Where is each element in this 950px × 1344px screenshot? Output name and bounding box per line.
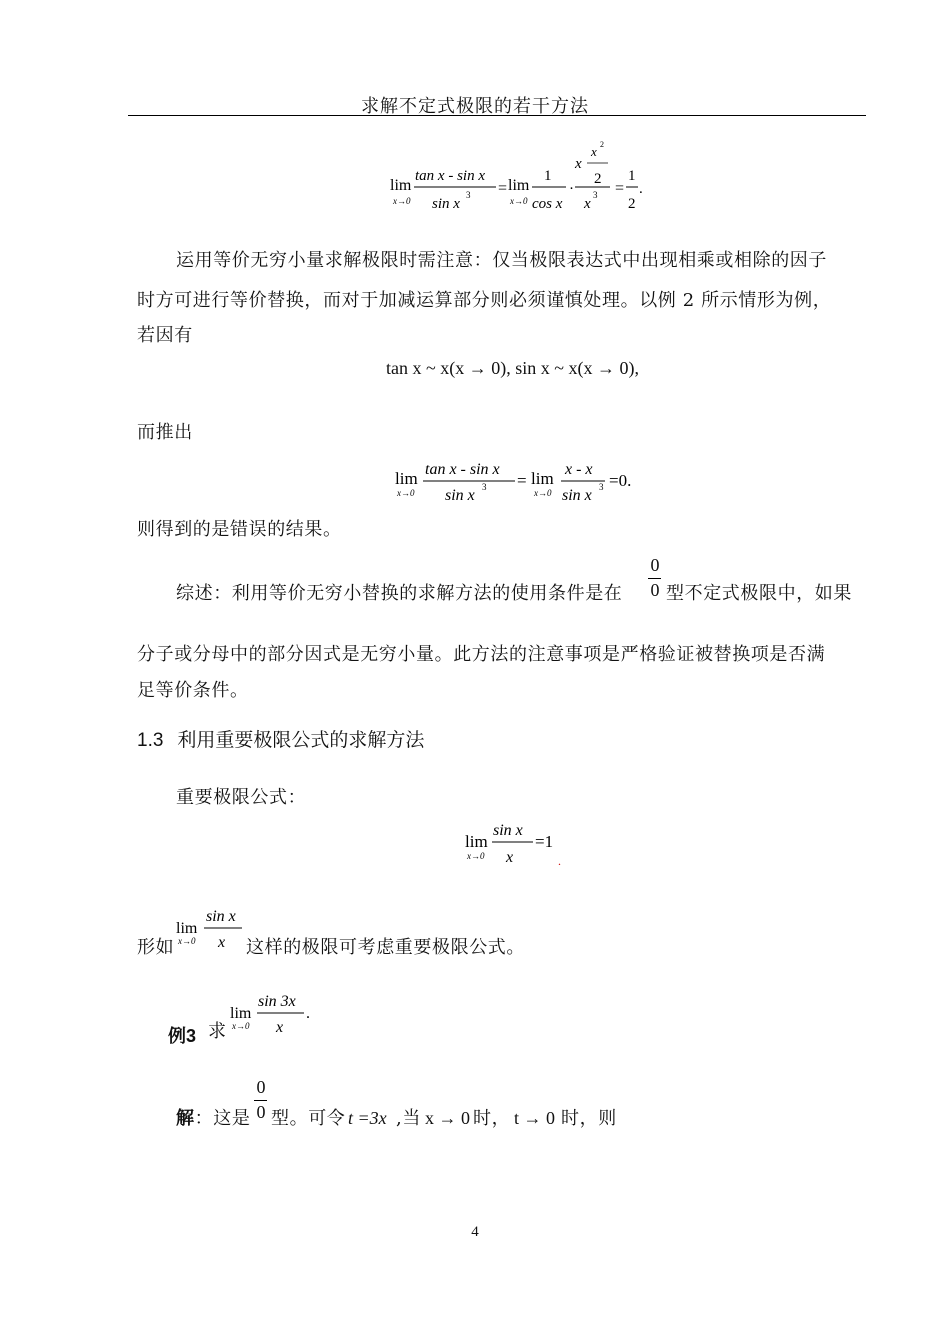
den-exponent: 3 (482, 482, 487, 492)
solution-mid1: 型。可令 (271, 1108, 346, 1129)
red-dot: . (558, 854, 561, 868)
solution-before: 这是 (213, 1108, 251, 1129)
numerator: sin 3x (258, 993, 296, 1010)
page-number: 4 (471, 1224, 479, 1240)
paragraph-6-end: 这样的极限可考虑重要极限公式。 (246, 937, 525, 958)
solution-mid3: 时， (473, 1108, 511, 1129)
solution-cond-2: t → 0 (514, 1108, 556, 1128)
x-sq: x (591, 144, 597, 159)
solution-cond-1: x → 0 (425, 1108, 470, 1128)
lim-subscript: x→0 (393, 196, 411, 206)
equals: = (517, 471, 527, 490)
paragraph-1-line-2: 时方可进行等价替换，而对于加减运算部分则必须谨慎处理。以例 2 所示情形为例， (137, 290, 832, 311)
solution-label: 解 (176, 1108, 195, 1129)
denominator: sin x (432, 196, 460, 212)
formula-wrong-substitution (385, 450, 655, 510)
period: . (306, 1005, 310, 1022)
equals-2: = (615, 180, 625, 197)
denominator: x (276, 1019, 284, 1036)
paragraph-4-line-1-end: 型不定式极限中，如果 (666, 583, 852, 604)
result: =1 (535, 832, 554, 851)
cube-exp: 3 (593, 190, 598, 200)
denominator: x (506, 849, 514, 866)
example-limit (226, 985, 326, 1039)
numerator: sin x (493, 822, 523, 839)
section-title: 利用重要极限公式的求解方法 (177, 730, 425, 751)
denominator: sin x (445, 487, 475, 504)
lim-text: lim (390, 177, 412, 194)
paragraph-5: 重要极限公式： (176, 787, 307, 808)
x-factor: x (575, 156, 582, 172)
running-header: 求解不定式极限的若干方法 (361, 96, 589, 117)
section-number: 1.3 (137, 730, 164, 751)
header-rule (128, 115, 866, 116)
lim-subscript: x→0 (467, 851, 485, 861)
zero-over-zero-denominator: 0 (650, 580, 660, 600)
paragraph-6-start: 形如 (137, 937, 175, 958)
inline-limit-sinx (170, 900, 250, 954)
lim-text-2: lim (531, 469, 554, 488)
numerator: sin x (206, 908, 236, 925)
dot: · (569, 181, 574, 197)
solution-frac-denominator: 0 (256, 1102, 266, 1122)
numerator-2: x - x (565, 461, 593, 478)
lim-text-2: lim (508, 177, 530, 194)
lim-subscript-2: x→0 (534, 488, 552, 498)
den-exponent: 3 (466, 190, 471, 200)
lim-text: lim (395, 469, 418, 488)
example-label: 例3 (168, 1026, 197, 1046)
paragraph-2: 而推出 (137, 422, 193, 443)
result: =0. (609, 471, 632, 490)
formula-equivalences: tan x ~ x(x → 0), sin x ~ x(x → 0), (386, 358, 639, 378)
paragraph-1-line-1: 运用等价无穷小量求解极限时需注意：仅当极限表达式中出现相乘或相除的因子 (176, 250, 827, 271)
paragraph-3: 则得到的是错误的结果。 (137, 519, 342, 540)
zero-over-zero-bar (648, 578, 661, 579)
half-den: 2 (628, 196, 636, 212)
formula-important-limit (455, 815, 575, 875)
denominator: x (218, 934, 226, 951)
solution-mid2: ,当 (396, 1108, 421, 1129)
lim-subscript: x→0 (397, 488, 415, 498)
paragraph-4-line-3: 足等价条件。 (137, 680, 249, 701)
formula-tan-minus-sin (380, 138, 660, 218)
section-heading (137, 725, 424, 752)
lim-text: lim (176, 920, 198, 937)
den-exponent-2: 3 (599, 482, 604, 492)
lim-subscript: x→0 (232, 1021, 250, 1031)
example-ask: 求 (208, 1021, 227, 1042)
cos-x: cos x (532, 196, 563, 212)
solution-frac-bar (254, 1100, 267, 1101)
equals: = (498, 180, 508, 197)
solution-end: 时，则 (561, 1108, 617, 1129)
one: 1 (544, 168, 552, 184)
zero-over-zero-numerator: 0 (650, 555, 660, 575)
lim-subscript-2: x→0 (510, 196, 528, 206)
sq-exp: 2 (600, 140, 604, 149)
lim-text: lim (230, 1005, 252, 1022)
solution-substitution: t =3x (348, 1108, 387, 1128)
solution-line (176, 1101, 250, 1136)
inner-two: 2 (594, 171, 602, 187)
paragraph-4-line-1-start: 综述：利用等价无穷小替换的求解方法的使用条件是在 (176, 583, 623, 604)
lim-subscript: x→0 (178, 936, 196, 946)
numerator: tan x - sin x (425, 461, 500, 478)
paragraph-4-line-2: 分子或分母中的部分因式是无穷小量。此方法的注意事项是严格验证被替换项是否满 (137, 644, 826, 665)
solution-colon: ： (194, 1108, 214, 1129)
solution-frac-numerator: 0 (256, 1077, 266, 1097)
denominator-2: sin x (562, 487, 592, 504)
numerator: tan x - sin x (415, 168, 485, 184)
period: . (639, 181, 643, 197)
half-num: 1 (628, 168, 636, 184)
lim-text: lim (465, 832, 488, 851)
paragraph-1-line-3: 若因有 (137, 325, 193, 346)
x-cube: x (584, 196, 591, 212)
